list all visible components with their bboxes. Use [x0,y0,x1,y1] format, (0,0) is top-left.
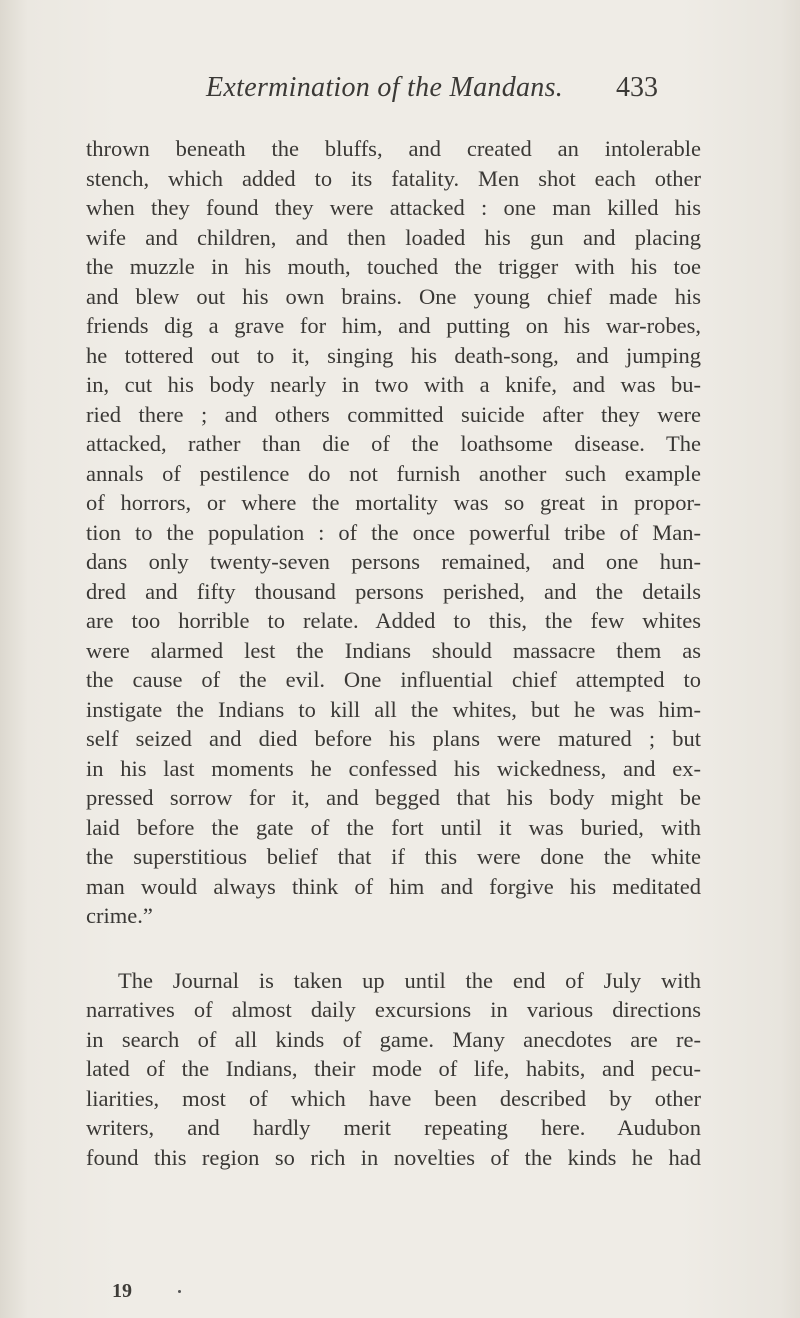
text-line: pressed sorrow for it, and begged that his body might be [86,785,701,810]
text-line: the cause of the evil. One influential chief attempted to [86,667,701,692]
text-line: man would always think of him and forgive his meditated [86,873,701,899]
text-line: self seized and died before his plans were matured ; but [86,726,701,751]
text-line: The Journal is taken up until the end of July with [118,967,701,993]
text-line: and blew out his own brains. One young chief made his [86,283,701,309]
paragraph [86,134,701,931]
text-line: the superstitious belief that if this were done the white [86,844,701,869]
text-line: dred and fifty thousand persons perished, and the details [86,578,701,604]
text-line: liarities, most of which have been described by other [86,1085,701,1111]
text-line: annals of pestilence do not furnish another such example [86,460,701,486]
text-line: tion to the population : of the once powerful tribe of Man- [86,519,701,545]
print-speck [178,1290,181,1293]
paragraph [86,966,701,1173]
text-line: ried there ; and others committed suicide after they were [86,401,701,427]
text-line: he tottered out to it, singing his death-song, and jumping [86,342,701,368]
text-line: attacked, rather than die of the loathsome disease. The [86,431,701,456]
text-line: instigate the Indians to kill all the whites, but he was him- [86,696,701,722]
text-line: the muzzle in his mouth, touched the trigger with his toe [86,254,701,279]
text-line: laid before the gate of the fort until it was buried, with [86,814,701,840]
text-line: in search of all kinds of game. Many anecdotes are re- [86,1026,701,1052]
text-line: lated of the Indians, their mode of life, habits, and pecu- [86,1056,701,1081]
text-line: of horrors, or where the mortality was so great in propor- [86,490,701,515]
text-line: stench, which added to its fatality. Men shot each other [86,165,701,191]
text-line: friends dig a grave for him, and putting on his war-robes, [86,313,701,338]
text-line: narratives of almost daily excursions in various directions [86,997,701,1022]
text-line: in, cut his body nearly in two with a knife, and was bu- [86,372,701,397]
running-head [0,72,800,106]
text-line: when they found they were attacked : one man killed his [86,195,701,220]
text-line: were alarmed lest the Indians should massacre them as [86,637,701,663]
text-line: crime.” [86,903,153,928]
text-line: thrown beneath the bluffs, and created an intolerable [86,136,701,161]
page-number: 433 [616,72,658,103]
signature-mark: 19 [112,1280,132,1302]
text-line: are too horrible to relate. Added to this, the few whites [86,608,701,633]
text-line: writers, and hardly merit repeating here. Audubon [86,1115,701,1140]
body-text [86,134,701,1172]
text-line: in his last moments he confessed his wickedness, and ex- [86,755,701,781]
running-title: Extermination of the Mandans. [206,72,564,103]
text-line: dans only twenty-seven persons remained, and one hun- [86,549,701,574]
text-line: found this region so rich in novelties of the kinds he had [86,1144,701,1170]
text-line: wife and children, and then loaded his gun and placing [86,224,701,250]
